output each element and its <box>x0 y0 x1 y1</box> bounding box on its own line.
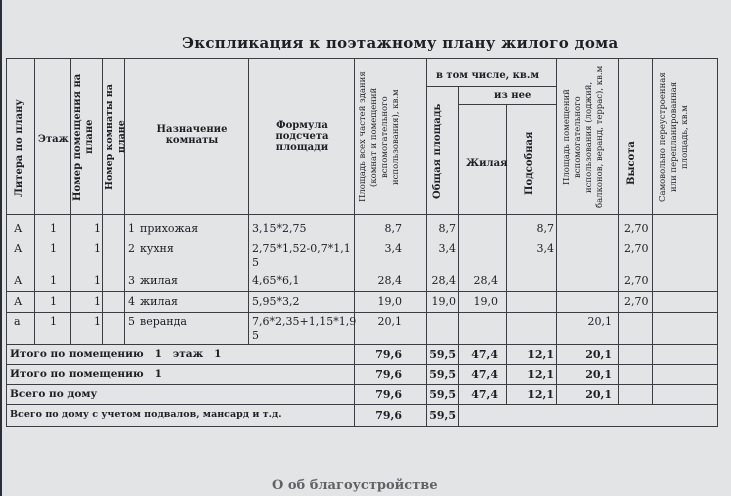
cell-obshchaya: 59,5 <box>429 348 456 361</box>
cell-formula: 4,65*6,1 <box>252 274 300 287</box>
cell-komnata: 1 <box>128 222 135 235</box>
rule <box>6 426 718 427</box>
cell-vysota: 2,70 <box>624 295 649 308</box>
cell-podsobnaya: 3,4 <box>536 242 554 255</box>
totals-label: Итого по помещению 1 этаж 1 <box>10 348 222 360</box>
explication-table <box>6 58 718 428</box>
cell-formula-cont: 5 <box>252 329 259 342</box>
rule <box>6 58 7 426</box>
header-samovolno: Самовольно переустроенная или перепланированная площадь, кв.м <box>658 72 690 202</box>
header-etazh: Этаж <box>38 134 69 145</box>
cell-zhilaya: 19,0 <box>473 295 498 308</box>
cell-etazh: 1 <box>50 295 57 308</box>
rule <box>6 404 718 405</box>
header-podsobnaya: Подсобная <box>524 131 535 195</box>
cell-vse: 20,1 <box>377 315 402 328</box>
header-obshchaya: Общая площадь <box>432 103 443 199</box>
rule <box>6 344 718 345</box>
document-page <box>2 0 731 496</box>
cell-podsobnaya: 8,7 <box>536 222 554 235</box>
cell-naznachenie: прихожая <box>140 222 199 235</box>
header-formula: Формула подсчета площади <box>275 120 329 153</box>
cell-etazh: 1 <box>50 274 57 287</box>
cell-komnata: 5 <box>128 315 135 328</box>
header-zhilaya: Жилая <box>466 158 508 169</box>
cell-obshchaya: 59,5 <box>429 388 456 401</box>
totals-label: Итого по помещению 1 <box>10 368 162 380</box>
rule <box>717 58 718 426</box>
rule <box>102 58 103 344</box>
cell-obshchaya: 59,5 <box>429 409 456 422</box>
cell-podsobnaya: 12,1 <box>527 388 554 401</box>
footer-heading: О об благоустройстве <box>272 478 438 493</box>
cell-komnata: 3 <box>128 274 135 287</box>
header-vspomogatelnye: Площадь помещений вспомогательного использования (лоджий, балконов, веранд, террас), кв.м <box>562 65 605 209</box>
cell-obshchaya: 59,5 <box>429 368 456 381</box>
cell-formula-cont: 5 <box>252 256 259 269</box>
cell-vse: 79,6 <box>375 368 402 381</box>
header-iz-nee: из нее <box>494 90 532 101</box>
cell-vse: 79,6 <box>375 409 402 422</box>
cell-vse: 3,4 <box>384 242 402 255</box>
cell-pomeshchenie: 1 <box>94 315 101 328</box>
cell-pomeshchenie: 1 <box>94 295 101 308</box>
rule <box>6 291 718 292</box>
cell-zhilaya: 47,4 <box>471 368 498 381</box>
cell-vse: 28,4 <box>377 274 402 287</box>
cell-etazh: 1 <box>50 222 57 235</box>
cell-etazh: 1 <box>50 242 57 255</box>
cell-podsobnaya: 12,1 <box>527 348 554 361</box>
cell-vse: 8,7 <box>384 222 402 235</box>
cell-formula: 3,15*2,75 <box>252 222 307 235</box>
cell-obshchaya: 8,7 <box>438 222 456 235</box>
rule <box>34 58 35 344</box>
totals-label: Всего по дому <box>10 388 98 400</box>
cell-formula: 7,6*2,35+1,15*1,9 <box>252 315 357 328</box>
cell-zhilaya: 47,4 <box>471 348 498 361</box>
cell-naznachenie: кухня <box>140 242 174 255</box>
cell-obshchaya: 28,4 <box>431 274 456 287</box>
header-litera: Литера по плану <box>14 99 25 197</box>
rule <box>124 58 125 344</box>
header-ploshchad-vsekh: Площадь всех частей здания (комнат и помещений вспомогательного использования), кв.м <box>358 71 401 203</box>
cell-podsobnaya: 12,1 <box>527 368 554 381</box>
cell-litera: а <box>14 315 21 328</box>
cell-vspom: 20,1 <box>585 348 612 361</box>
cell-vspom: 20,1 <box>585 388 612 401</box>
header-komnata: Номер комнаты на плане <box>104 84 127 190</box>
cell-vse: 79,6 <box>375 388 402 401</box>
cell-pomeshchenie: 1 <box>94 222 101 235</box>
cell-formula: 5,95*3,2 <box>252 295 300 308</box>
header-naznachenie: Назначение комнаты <box>156 124 228 146</box>
rule <box>6 384 718 385</box>
cell-pomeshchenie: 1 <box>94 274 101 287</box>
cell-formula: 2,75*1,52-0,7*1,1 <box>252 242 351 255</box>
cell-vysota: 2,70 <box>624 274 649 287</box>
cell-vspom: 20,1 <box>587 315 612 328</box>
rule <box>248 58 249 344</box>
rule <box>6 58 718 59</box>
rule <box>652 58 653 404</box>
cell-litera: А <box>14 295 23 308</box>
cell-zhilaya: 28,4 <box>473 274 498 287</box>
document-title: Экспликация к поэтажному плану жилого дома <box>182 34 619 52</box>
cell-obshchaya: 19,0 <box>431 295 456 308</box>
cell-vysota: 2,70 <box>624 222 649 235</box>
cell-naznachenie: веранда <box>140 315 187 328</box>
rule <box>458 104 556 105</box>
cell-obshchaya: 3,4 <box>438 242 456 255</box>
totals-label: Всего по дому с учетом подвалов, мансард и т.д. <box>10 409 282 420</box>
cell-vspom: 20,1 <box>585 368 612 381</box>
cell-vse: 19,0 <box>377 295 402 308</box>
cell-naznachenie: жилая <box>140 274 178 287</box>
rule <box>70 58 71 344</box>
cell-komnata: 2 <box>128 242 135 255</box>
rule <box>6 312 718 313</box>
cell-naznachenie: жилая <box>140 295 178 308</box>
cell-pomeshchenie: 1 <box>94 242 101 255</box>
cell-komnata: 4 <box>128 295 135 308</box>
cell-litera: А <box>14 274 23 287</box>
rule <box>618 58 619 404</box>
header-v-tom-chisle: в том числе, кв.м <box>436 70 540 81</box>
cell-vysota: 2,70 <box>624 242 649 255</box>
cell-litera: А <box>14 222 23 235</box>
header-vysota: Высота <box>626 141 637 185</box>
header-pomeshchenie: Номер помещения на плане <box>72 73 95 201</box>
rule <box>426 86 556 87</box>
cell-vse: 79,6 <box>375 348 402 361</box>
rule <box>6 364 718 365</box>
cell-litera: А <box>14 242 23 255</box>
rule <box>6 214 718 215</box>
rule <box>354 58 355 426</box>
cell-zhilaya: 47,4 <box>471 388 498 401</box>
cell-etazh: 1 <box>50 315 57 328</box>
